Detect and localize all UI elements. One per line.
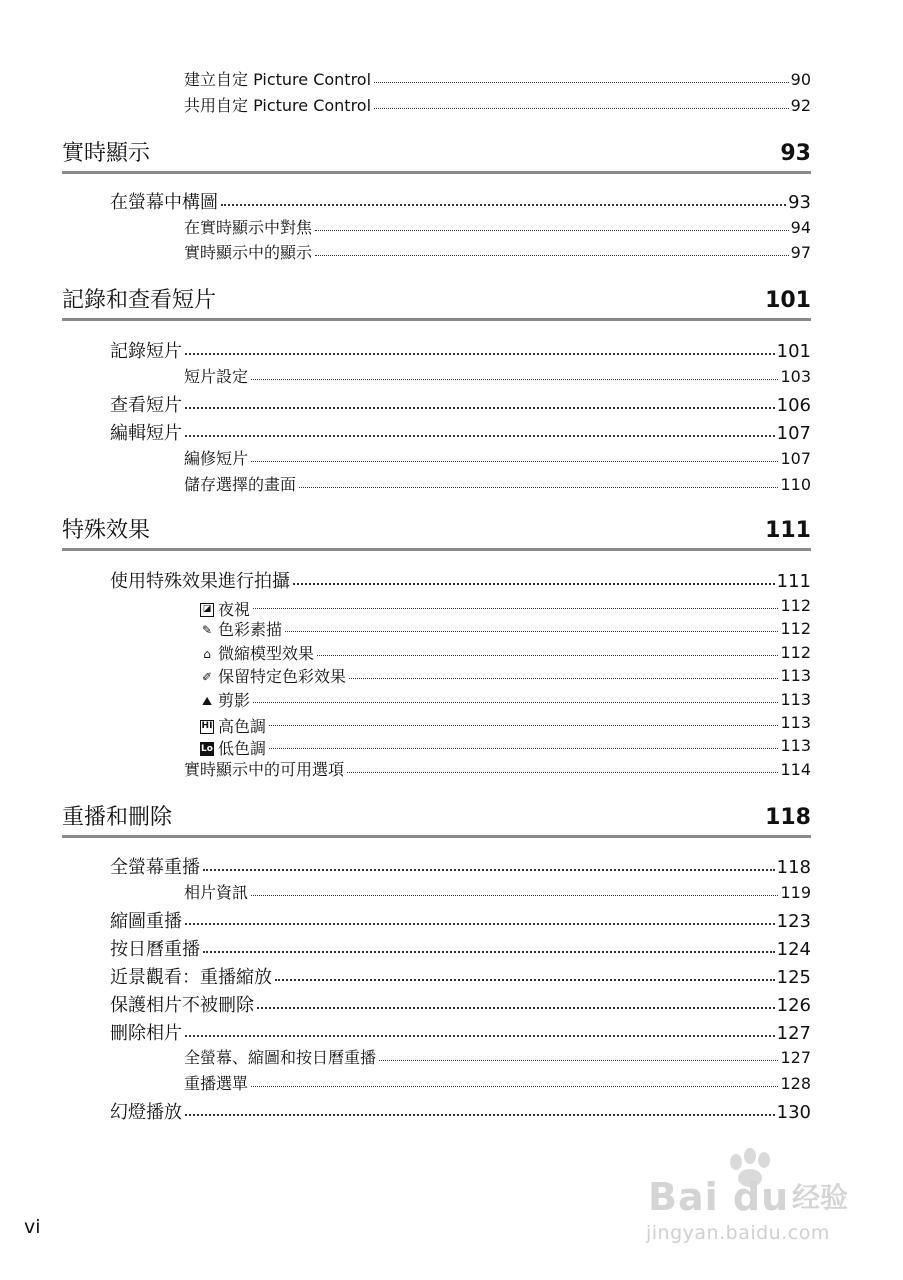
dot-leader (315, 255, 789, 256)
dot-leader (374, 108, 789, 109)
toc-entry-label: 色彩素描 (218, 620, 283, 639)
toc-entry-label: 幻燈播放 (110, 1102, 182, 1123)
dot-leader (251, 461, 778, 462)
toc-entry-page: 101 (776, 341, 811, 362)
toc-entry-label-group (184, 762, 344, 778)
toc-entry-page: 110 (780, 475, 811, 494)
toc-entry-label-group (200, 693, 250, 709)
dot-leader (185, 353, 775, 355)
toc-entry-label-group (200, 602, 250, 618)
toc-entry-page: 113 (780, 736, 811, 755)
dot-leader (349, 678, 778, 679)
toc-entry-label-group (110, 397, 182, 415)
toc-entry-label: 編輯短片 (110, 423, 182, 444)
toc-entry-label: 實時顯示中的顯示 (184, 243, 313, 262)
toc-entry-label: 保留特定色彩效果 (218, 667, 347, 686)
section-heading (62, 290, 811, 321)
dot-leader (285, 631, 778, 632)
toc-entry[interactable] (200, 645, 811, 662)
night-vision-icon: ◪ (200, 603, 214, 617)
toc-entry-label: 剪影 (218, 691, 251, 710)
toc-entry-page: 113 (780, 666, 811, 685)
watermark-url: jingyan.baidu.com (646, 1222, 830, 1244)
toc-entry-label-group (110, 913, 182, 931)
toc-entry-page: 112 (780, 596, 811, 615)
toc-entry[interactable] (184, 762, 811, 778)
section-page-number: 93 (780, 141, 811, 166)
toc-entry-label: 微縮模型效果 (218, 644, 315, 663)
toc-entry-label: 查看短片 (110, 395, 182, 416)
dot-leader (347, 772, 778, 773)
page-number: vi (24, 1216, 41, 1238)
toc-entry[interactable] (184, 98, 811, 114)
dot-leader (251, 895, 778, 896)
toc-entry-label: 全螢幕重播 (110, 857, 200, 878)
section-title: 特殊效果 (62, 518, 151, 543)
toc-entry[interactable] (184, 885, 811, 901)
watermark (642, 1148, 852, 1243)
dot-leader (185, 435, 775, 437)
dot-leader (203, 951, 775, 953)
toc-entry-page: 119 (780, 883, 811, 902)
toc-entry-label-group (184, 451, 248, 467)
toc-entry-label-group (110, 425, 182, 443)
toc-entry-label: 高色調 (218, 717, 267, 736)
toc-entry-label: 建立自定 Picture Control (184, 70, 372, 89)
toc-entry-label-group (184, 72, 371, 88)
toc-entry-label: 近景觀看：重播縮放 (110, 967, 272, 988)
dot-leader (185, 923, 775, 925)
toc-entry[interactable] (184, 245, 811, 261)
toc-entry-page: 112 (780, 643, 811, 662)
toc-entry[interactable] (200, 621, 811, 638)
toc-entry-label-group (110, 969, 272, 987)
toc-entry-label: 短片設定 (184, 367, 249, 386)
toc-entry-label-group (184, 369, 248, 385)
toc-entry[interactable] (184, 369, 811, 385)
toc-entry-label: 編修短片 (184, 449, 249, 468)
toc-entry-label: 縮圖重播 (110, 911, 182, 932)
toc-entry-label-group (200, 622, 282, 638)
toc-entry[interactable] (184, 477, 811, 493)
toc-entry[interactable] (200, 668, 811, 685)
toc-entry[interactable] (184, 72, 811, 88)
toc-entry[interactable] (110, 913, 811, 931)
section-title: 記錄和查看短片 (62, 288, 217, 313)
toc-entry[interactable] (184, 220, 811, 236)
toc-entry-label-group (200, 719, 266, 735)
toc-entry-page: 103 (780, 367, 811, 386)
toc-entry-page: 107 (776, 423, 811, 444)
toc-entry-label: 低色調 (218, 739, 267, 758)
toc-entry-page: 127 (780, 1048, 811, 1067)
toc-entry-label: 在螢幕中構圖 (110, 192, 218, 213)
watermark-brand: Bai du (648, 1175, 790, 1219)
toc-entry-label: 刪除相片 (110, 1023, 182, 1044)
dot-leader (203, 869, 775, 871)
dot-leader (374, 82, 789, 83)
toc-entry-label-group (110, 1025, 182, 1043)
dot-leader (315, 230, 789, 231)
toc-entry-page: 114 (780, 760, 811, 779)
toc-entry[interactable] (200, 692, 811, 709)
toc-entry-label-group (184, 477, 296, 493)
toc-entry-page: 97 (790, 243, 811, 262)
toc-entry-label: 共用自定 Picture Control (184, 96, 372, 115)
toc-entry-label-group (110, 573, 290, 591)
toc-entry-page: 113 (780, 690, 811, 709)
miniature-icon: ⌂ (203, 647, 211, 661)
dot-leader (221, 204, 786, 206)
low-key-icon: Lo (201, 744, 213, 754)
toc-entry[interactable] (110, 1104, 811, 1122)
toc-entry-label-group (200, 741, 266, 757)
dot-leader (257, 1007, 775, 1009)
silhouette-icon: ⛰ (201, 694, 213, 708)
dot-leader (253, 702, 778, 703)
toc-entry-label: 全螢幕、縮圖和按日曆重播 (184, 1048, 377, 1067)
dot-leader (185, 1035, 775, 1037)
toc-entry[interactable] (200, 738, 811, 757)
toc-entry-page: 112 (780, 619, 811, 638)
toc-entry-page: 92 (790, 96, 811, 115)
toc-entry-label-group (110, 997, 254, 1015)
toc-entry-page: 111 (776, 571, 811, 592)
toc-entry[interactable] (110, 1025, 811, 1043)
toc-entry-label-group (110, 1104, 182, 1122)
dot-leader (185, 407, 775, 409)
dot-leader (251, 379, 778, 380)
color-sketch-icon: ✎ (201, 623, 213, 637)
toc-entry-page: 94 (790, 218, 811, 237)
toc-entry[interactable] (110, 941, 811, 959)
toc-entry-label: 在實時顯示中對焦 (184, 218, 313, 237)
dot-leader (269, 748, 778, 749)
toc-entry-label-group (200, 669, 346, 685)
toc-entry-label-group (184, 1050, 376, 1066)
toc-entry-page: 126 (776, 995, 811, 1016)
toc-entry-label: 按日曆重播 (110, 939, 200, 960)
toc-entry-page: 125 (776, 967, 811, 988)
toc-entry[interactable] (110, 997, 811, 1015)
toc-entry-label: 夜視 (218, 600, 251, 619)
toc-entry-label: 保護相片不被刪除 (110, 995, 254, 1016)
toc-entry[interactable] (110, 573, 811, 591)
section-heading (62, 520, 811, 551)
toc-entry[interactable] (200, 715, 811, 735)
toc-entry-page: 130 (776, 1102, 811, 1123)
watermark-brand-suffix: 经验 (792, 1181, 849, 1214)
toc-entry-label-group (110, 859, 200, 877)
toc-entry-label-group (110, 194, 218, 212)
toc-entry[interactable] (110, 194, 811, 212)
section-heading (62, 143, 811, 174)
toc-entry-page: 90 (790, 70, 811, 89)
section-title: 重播和刪除 (62, 805, 173, 830)
toc-entry[interactable] (110, 343, 811, 361)
toc-entry-label-group (200, 646, 314, 662)
toc-entry-label: 相片資訊 (184, 883, 249, 902)
toc-entry[interactable] (200, 598, 811, 618)
toc-entry[interactable] (110, 425, 811, 443)
toc-entry[interactable] (184, 1050, 811, 1066)
toc-entry-label-group (110, 343, 182, 361)
toc-entry-page: 106 (776, 395, 811, 416)
toc-entry-label-group (184, 98, 371, 114)
toc-entry[interactable] (110, 859, 811, 877)
dot-leader (317, 655, 778, 656)
toc-entry-page: 128 (780, 1074, 811, 1093)
section-page-number: 111 (765, 518, 811, 543)
toc-entry-label-group (184, 245, 312, 261)
selective-color-icon: ✐ (201, 670, 213, 684)
toc-entry-label: 重播選單 (184, 1074, 249, 1093)
toc-entry-label-group (184, 885, 248, 901)
section-page-number: 101 (765, 288, 811, 313)
toc-entry-page: 107 (780, 449, 811, 468)
toc-entry-page: 124 (776, 939, 811, 960)
section-title: 實時顯示 (62, 141, 151, 166)
high-key-icon: HI (200, 720, 214, 734)
dot-leader (251, 1086, 778, 1087)
toc-entry-label: 儲存選擇的畫面 (184, 475, 297, 494)
toc-entry[interactable] (184, 451, 811, 467)
toc-entry-label-group (110, 941, 200, 959)
toc-entry-label: 實時顯示中的可用選項 (184, 760, 345, 779)
toc-entry[interactable] (110, 397, 811, 415)
dot-leader (185, 1114, 775, 1116)
toc-entry-label-group (184, 1076, 248, 1092)
dot-leader (269, 725, 778, 726)
toc-entry-page: 113 (780, 713, 811, 732)
section-page-number: 118 (765, 805, 811, 830)
toc-entry[interactable] (110, 969, 811, 987)
toc-entry-page: 127 (776, 1023, 811, 1044)
section-heading (62, 807, 811, 838)
toc-entry-page: 123 (776, 911, 811, 932)
dot-leader (275, 979, 775, 981)
dot-leader (379, 1060, 778, 1061)
toc-entry-label: 記錄短片 (110, 341, 182, 362)
dot-leader (253, 608, 778, 609)
toc-entry[interactable] (184, 1076, 811, 1092)
dot-leader (293, 583, 775, 585)
toc-entry-page: 118 (776, 857, 811, 878)
toc-entry-label-group (184, 220, 312, 236)
toc-entry-page: 93 (788, 192, 811, 213)
dot-leader (299, 487, 778, 488)
toc-entry-label: 使用特殊效果進行拍攝 (110, 571, 290, 592)
